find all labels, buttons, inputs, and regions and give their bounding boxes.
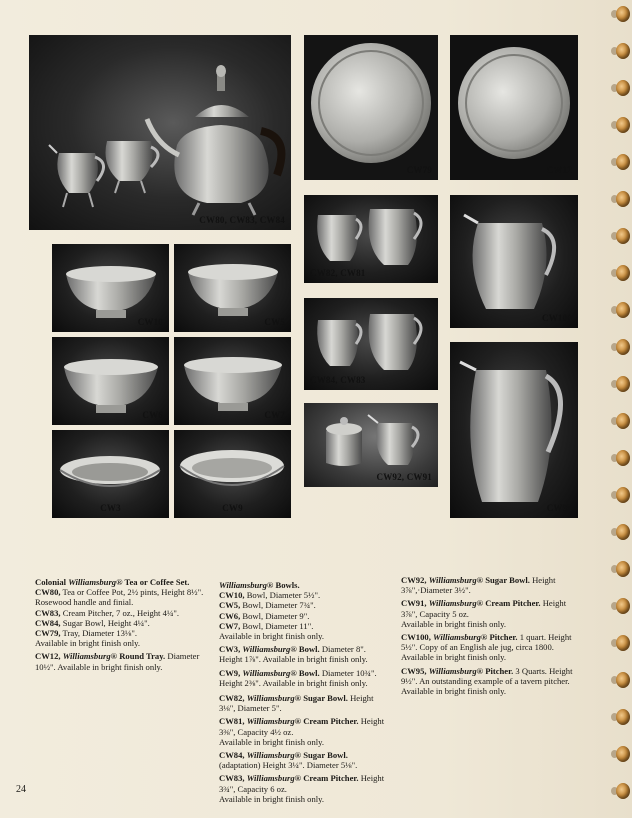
page-number: 24 (16, 784, 26, 795)
item-text: Bowl, Diameter 11". (240, 620, 314, 631)
binder-coil (610, 487, 632, 503)
item-text: Bowl, Diameter 5½". (244, 590, 321, 601)
photo-pitcher-cw95 (450, 342, 578, 518)
caption-tray-cw79: CW79 (406, 165, 432, 175)
binder-coil (610, 598, 632, 614)
tea-set-description (35, 577, 205, 648)
caption-tray-cw12: CW12 (546, 165, 572, 175)
binder-coil (610, 80, 632, 96)
caption-bowl-cw6: CW6 (142, 410, 163, 420)
caption-pitchers-cw84-cw83: CW84, CW83 (310, 375, 366, 385)
caption-pitcher-cw100: CW100 (542, 313, 572, 323)
binder-coil (610, 672, 632, 688)
item-text: Cream Pitcher, 7 oz., Height 4¼". (60, 607, 179, 618)
item-text: Height 3⅜", Capacity 4½ oz. (219, 716, 385, 737)
item-text: 1 quart. Height 5½". Copy of an English ale jug, circa 1800. Available in bright finish only. (401, 632, 572, 663)
brand-text: Williamsburg (428, 575, 477, 585)
brand-text: Williamsburg (433, 632, 481, 643)
item-text: Height 3¾", Capacity 6 oz. (219, 773, 385, 794)
finish-note: Available in bright finish only. (401, 618, 507, 629)
brand-text: Williamsburg (219, 580, 267, 590)
brand-text: Williamsburg (428, 598, 477, 609)
photo-bowl-cw5 (174, 244, 291, 332)
item-code: CW100, (401, 632, 431, 643)
binder-coil (610, 43, 632, 59)
tray-cw79-image (304, 35, 438, 180)
item-name: ® Bowl. (290, 644, 320, 655)
binder-coil (610, 450, 632, 466)
binder-coil (610, 376, 632, 392)
photo-sugar-creamer-cw92-cw91 (304, 403, 438, 487)
caption-pitcher-cw95: CW95 (546, 503, 572, 513)
brand-text: Williamsburg (242, 644, 291, 655)
cw81-description (219, 716, 391, 747)
binder-coil (610, 6, 632, 22)
item-code: CW83, (35, 607, 61, 618)
photo-tray-cw79 (304, 35, 438, 180)
description-column-1 (35, 577, 205, 675)
pitcher-cw95-image (450, 342, 578, 518)
photo-pitchers-cw82-cw81 (304, 195, 438, 283)
item-text: Tea or Coffee Pot, 2½ pints, Height 8½". Rosewood handle and finial. (35, 587, 204, 608)
binder-coil (610, 154, 632, 170)
brand-text: Williamsburg (428, 665, 477, 676)
photo-tray-cw12 (450, 35, 578, 180)
item-code: CW95, (401, 665, 427, 676)
binder-coil (610, 635, 632, 651)
item-code: CW91, (401, 598, 427, 609)
tea-set-image (29, 35, 291, 230)
item-text: Height 3⅛", Diameter 5". (219, 693, 374, 714)
item-name: ® Round Tray. (110, 651, 166, 662)
cw91-description (401, 598, 583, 629)
item-name: ® Cream Pitcher. (294, 773, 359, 784)
item-text: Height 3⅞", Capacity 5 oz. (401, 598, 567, 619)
item-code: CW6, (219, 610, 241, 621)
photo-pitcher-cw100 (450, 195, 578, 328)
binder-coil (610, 561, 632, 577)
item-code: CW5, (219, 600, 241, 611)
binder-coil (610, 265, 632, 281)
brand-text: Williamsburg (246, 750, 295, 761)
caption-sugar-creamer-cw92-cw91: CW92, CW91 (376, 472, 432, 482)
item-text: Tray, Diameter 13⅛". (60, 628, 138, 639)
cw9-description (219, 668, 391, 688)
photo-bowl-cw3 (52, 430, 169, 518)
cw83-description (219, 773, 391, 804)
caption-pitchers-cw82-cw81: CW82, CW81 (310, 268, 366, 278)
binder-coil (610, 339, 632, 355)
cw100-description (401, 632, 583, 663)
description-column-3 (401, 575, 583, 699)
item-code: CW10, (219, 590, 245, 601)
caption-bowl-cw7: CW7 (264, 410, 285, 420)
item-code: CW92, (401, 575, 427, 585)
photo-bowl-cw6 (52, 337, 169, 425)
binder-coil (610, 302, 632, 318)
item-code: CW80, (35, 587, 61, 598)
item-code: CW82, (219, 693, 245, 704)
item-name: ® Cream Pitcher. (476, 598, 541, 609)
item-name: ® Cream Pitcher. (294, 716, 359, 727)
binder-coil (610, 746, 632, 762)
item-name: ® Pitcher. (476, 665, 514, 676)
brand-text: Williamsburg (246, 773, 295, 784)
cw12-description (35, 651, 205, 671)
finish-note: Available in bright finish only. (219, 736, 325, 747)
item-text: Diameter 8". Height 1⅞". Available in bright finish only. (219, 644, 368, 665)
pitcher-cw100-image (450, 195, 578, 328)
item-text: Height 3⅞",·Diameter 3½". (401, 575, 556, 596)
item-code: CW9, (219, 667, 241, 678)
binder-coil (610, 783, 632, 799)
item-text: Diameter 10¾". Height 2⅜". Available in bright finish only. (219, 667, 377, 688)
tray-cw12-image (450, 35, 578, 180)
item-code: CW12, (35, 651, 61, 662)
item-code: CW84, (219, 750, 245, 761)
item-text: Diameter 10½". Available in bright finish only. (35, 651, 200, 672)
photo-tea-set (29, 35, 291, 230)
item-text: (adaptation) Height 3¼". Diameter 5⅛". (219, 760, 358, 771)
caption-bowl-cw5: CW5 (264, 317, 285, 327)
photo-bowl-cw9 (174, 430, 291, 518)
item-name: ® Sugar Bowl. (294, 693, 348, 704)
brand-text: Williamsburg (242, 667, 291, 678)
item-code: CW84, (35, 617, 61, 628)
item-text: Sugar Bowl, Height 4¼". (60, 617, 150, 628)
item-text: Bowl, Diameter 7¾". (240, 600, 316, 611)
cw92-description (401, 575, 583, 595)
caption-bowl-cw9: CW9 (222, 503, 243, 513)
photo-pitchers-cw84-cw83 (304, 298, 438, 390)
item-code: CW83, (219, 773, 245, 784)
item-code: CW3, (219, 644, 241, 655)
caption-bowl-cw10: CW10 (137, 317, 163, 327)
item-name: ® Bowls. (266, 580, 300, 590)
item-code: CW79, (35, 628, 61, 639)
heading-text: Colonial (35, 577, 69, 587)
item-name: ® Sugar Bowl. (294, 750, 348, 761)
bowls-description (219, 580, 391, 641)
item-name: ® Pitcher. (480, 632, 518, 643)
binder-coil (610, 524, 632, 540)
binder-coil (610, 117, 632, 133)
finish-note: Available in bright finish only. (35, 638, 141, 649)
cw95-description (401, 666, 583, 697)
description-column-2 (219, 580, 391, 807)
binder-coil (610, 413, 632, 429)
item-text: Bowl, Diameter 9". (240, 610, 310, 621)
item-code: CW7, (219, 620, 241, 631)
item-name: ® Sugar Bowl. (476, 575, 530, 585)
caption-bowl-cw3: CW3 (100, 503, 121, 513)
cw82-description (219, 693, 391, 713)
cw84-description (219, 750, 391, 770)
cw3-description (219, 644, 391, 664)
binder-coil (610, 709, 632, 725)
brand-text: Williamsburg (68, 577, 117, 587)
caption-tea-set: CW80, CW83, CW84 (199, 215, 285, 225)
finish-note: Available in bright finish only. (219, 793, 325, 804)
item-text: 3 Quarts. Height 9½". An outstanding example of a tavern pitcher. Available in bright finish only. (401, 665, 573, 697)
binder-coil (610, 191, 632, 207)
finish-note: Available in bright finish only. (219, 631, 325, 642)
heading-text: ® Tea or Coffee Set. (116, 577, 190, 587)
brand-text: Williamsburg (246, 716, 295, 727)
binder-coil (610, 228, 632, 244)
photo-bowl-cw7 (174, 337, 291, 425)
brand-text: Williamsburg (62, 651, 111, 662)
item-name: ® Bowl. (290, 667, 320, 678)
brand-text: Williamsburg (246, 693, 295, 704)
item-code: CW81, (219, 716, 245, 727)
photo-bowl-cw10 (52, 244, 169, 332)
